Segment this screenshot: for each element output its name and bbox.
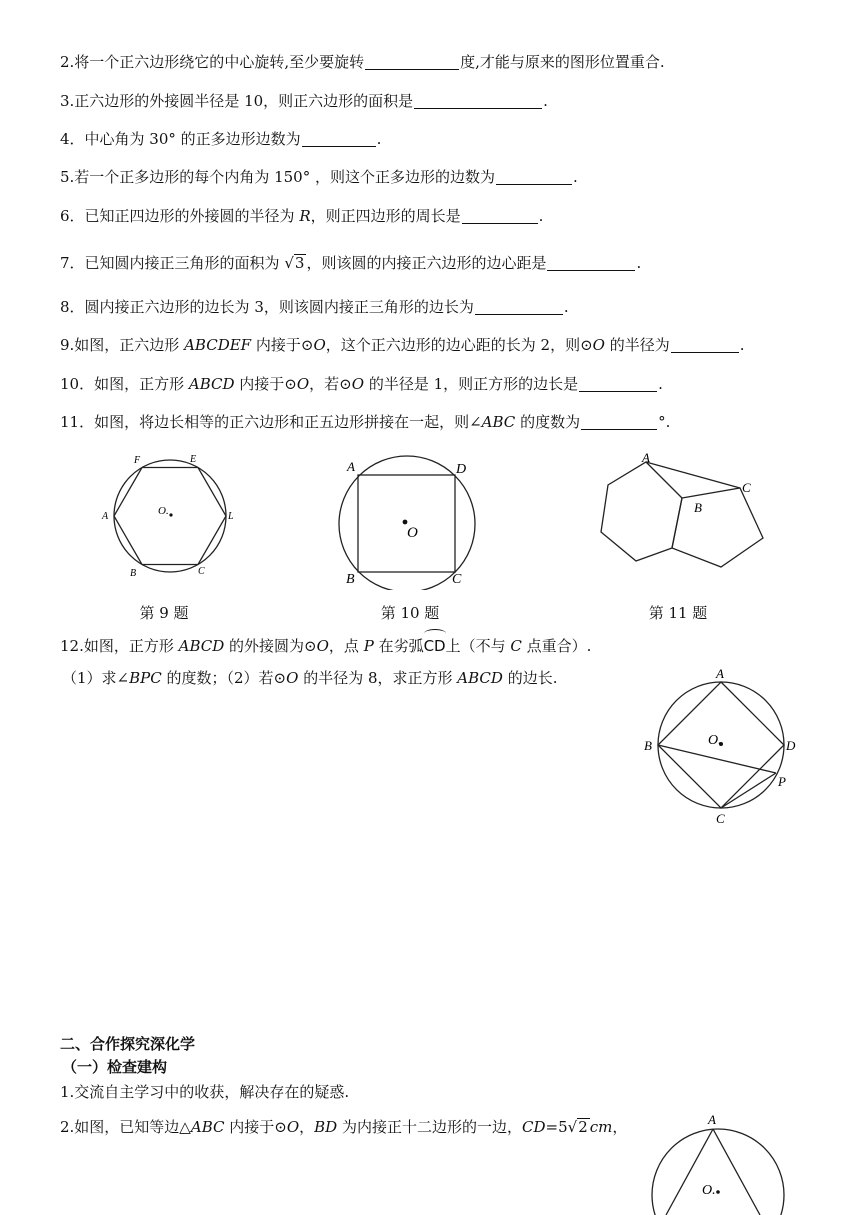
- q7-tail: .: [636, 254, 642, 272]
- q11-tail: °.: [658, 413, 671, 431]
- q4-tail: .: [376, 130, 382, 148]
- q12-sub-tail: 的边长.: [502, 669, 558, 687]
- q9-mid2: ，这个正六边形的边心距的长为 2，则⊙: [325, 336, 593, 354]
- label-o: O.: [158, 505, 169, 517]
- q11-var: ABC: [481, 413, 516, 431]
- question-10: [60, 373, 663, 395]
- item2-var-cd: CD: [522, 1118, 546, 1136]
- q4-text: 4．中心角为 30° 的正多边形边数为: [60, 130, 301, 148]
- center-dot: [403, 520, 408, 525]
- question-12: [60, 635, 591, 657]
- q10-var: ABCD: [188, 375, 235, 393]
- q3-tail: .: [543, 92, 548, 110]
- item2-mid3: 为内接正十二边形的一边，: [337, 1118, 522, 1136]
- q12-sub-mid2: 的半径为 8，求正方形: [298, 669, 458, 687]
- item2-o: O: [286, 1118, 300, 1136]
- q9-tail: .: [739, 336, 745, 354]
- q6-var: R: [299, 207, 311, 225]
- q12-tail: 点重合）.: [521, 637, 592, 655]
- label-b: B: [644, 738, 652, 753]
- answer-blank[interactable]: [581, 413, 657, 430]
- label-l: L: [228, 511, 234, 522]
- q11-mid: 的度数为: [515, 413, 581, 431]
- q12-mid2: ，点: [328, 637, 364, 655]
- q12-var: ABCD: [178, 637, 225, 655]
- question-5: [60, 166, 578, 188]
- item2-unit: cm: [589, 1118, 613, 1136]
- q7-text: 7．已知圆内接正三角形的面积为: [60, 254, 285, 272]
- label-d: D: [456, 462, 467, 477]
- q10-o2: O: [351, 375, 365, 393]
- label-e: E: [190, 454, 197, 465]
- label-a: A: [642, 450, 650, 465]
- question-12-sub: [62, 667, 557, 689]
- q12-text: 12.如图，正方形: [60, 637, 179, 655]
- q8-tail: .: [563, 298, 569, 316]
- figure-11-hexagon-pentagon: [590, 448, 770, 573]
- q12-p: P: [363, 637, 374, 655]
- q10-mid3: 的半径是 1，则正方形的边长是: [364, 375, 579, 393]
- item2-mid: 内接于⊙: [224, 1118, 287, 1136]
- label-o: O: [407, 525, 418, 541]
- figure-9-hexagon: [100, 450, 240, 580]
- q11-text: 11．如图，将边长相等的正六边形和正五边形拼接在一起，则∠: [60, 413, 482, 431]
- q12-sub-var: BPC: [129, 669, 162, 687]
- q9-var: ABCDEF: [184, 336, 252, 354]
- question-6: [60, 205, 543, 227]
- figure-10-square: [330, 455, 480, 590]
- answer-blank[interactable]: [462, 207, 538, 224]
- q10-o1: O: [296, 375, 310, 393]
- q8-text: 8．圆内接正六边形的边长为 3，则该圆内接正三角形的边长为: [60, 298, 474, 316]
- q6-text: 6．已知正四边形的外接圆的半径为: [60, 207, 300, 225]
- q3-text: 3.正六边形的外接圆半径是 10，则正六边形的面积是: [60, 92, 414, 110]
- item2-eq: =5: [545, 1118, 568, 1136]
- answer-blank[interactable]: [302, 130, 376, 147]
- label-o: O.: [708, 733, 722, 748]
- answer-blank[interactable]: [414, 92, 542, 109]
- segment-cp: [721, 773, 776, 808]
- section-item-1: 1.交流自主学习中的收获，解决存在的疑惑.: [60, 1083, 350, 1101]
- answer-blank[interactable]: [496, 168, 572, 185]
- question-8: [60, 296, 569, 318]
- section-subtitle: （一）检查建构: [62, 1058, 168, 1076]
- center-dot: [169, 513, 172, 516]
- q12-mid4: 上（不与: [445, 637, 511, 655]
- question-11: [60, 411, 670, 433]
- question-9: [60, 334, 745, 356]
- q2-text: 2.将一个正六边形绕它的中心旋转,至少要旋转: [60, 53, 365, 71]
- label-a: A: [347, 459, 355, 474]
- segment-ab: [666, 1129, 713, 1215]
- question-7: [60, 252, 641, 274]
- arc-mark: [424, 629, 446, 638]
- figure-12-square-circle: [640, 662, 812, 830]
- figure-item2-triangle: [640, 1110, 790, 1215]
- caption-fig10: 第 10 题: [380, 604, 440, 622]
- item2-var-abc: ABC: [190, 1118, 225, 1136]
- arc-cd: [424, 635, 446, 657]
- q10-mid: 内接于⊙: [234, 375, 297, 393]
- label-c: C: [716, 811, 725, 826]
- label-p: P: [778, 774, 786, 789]
- q7-mid: ，则该圆的内接正六边形的边心距是: [306, 254, 547, 272]
- q9-o2: O: [592, 336, 605, 354]
- q6-mid: ，则正四边形的周长是: [310, 207, 461, 225]
- q12-mid3: 在劣弧: [373, 637, 424, 655]
- label-c: C: [198, 566, 205, 577]
- label-c: C: [742, 480, 751, 495]
- answer-blank[interactable]: [475, 298, 563, 315]
- question-2: [60, 51, 665, 73]
- item2-mid2: ，: [299, 1118, 315, 1136]
- label-b: B: [694, 500, 702, 515]
- segment-ac: [713, 1129, 760, 1215]
- label-a: A: [102, 511, 109, 522]
- section-item-2: [60, 1116, 627, 1138]
- q6-tail: .: [538, 207, 544, 225]
- circle-o: [652, 1129, 784, 1215]
- q12-sub-text: （1）求∠: [62, 669, 130, 687]
- q5-text: 5.若一个正多边形的每个内角为 150° ，则这个正多边形的边数为: [60, 168, 495, 186]
- hexagon: [601, 462, 682, 561]
- sqrt-sign: √: [284, 254, 294, 272]
- q9-text: 9.如图，正六边形: [60, 336, 185, 354]
- q9-mid: 内接于⊙: [251, 336, 314, 354]
- caption-fig11: 第 11 题: [648, 604, 708, 622]
- section-title: 二、合作探究深化学: [60, 1035, 196, 1053]
- q12-sub-o: O: [286, 669, 299, 687]
- label-b: B: [346, 572, 355, 587]
- q2-tail: 度,才能与原来的图形位置重合.: [460, 53, 665, 71]
- answer-blank[interactable]: [579, 375, 657, 392]
- item2-var-bd: BD: [314, 1118, 338, 1136]
- label-b: B: [130, 568, 137, 579]
- q10-text: 10．如图，正方形: [60, 375, 189, 393]
- answer-blank[interactable]: [547, 254, 635, 271]
- q12-mid: 的外接圆为⊙: [224, 637, 317, 655]
- item2-text: 2.如图，已知等边△: [60, 1118, 191, 1136]
- q5-tail: .: [572, 168, 578, 186]
- answer-blank[interactable]: [671, 336, 739, 353]
- arc-label: CD: [423, 637, 446, 655]
- q12-sub-var2: ABCD: [457, 669, 503, 687]
- q10-tail: .: [658, 375, 663, 393]
- sqrt-radicand: 2: [578, 1118, 588, 1136]
- q9-mid3: 的半径为: [604, 336, 670, 354]
- segment-bp: [658, 745, 776, 773]
- answer-blank[interactable]: [365, 53, 459, 70]
- q9-o1: O: [313, 336, 326, 354]
- center-dot: [716, 1190, 720, 1194]
- question-4: [60, 128, 381, 150]
- label-d: D: [786, 738, 796, 753]
- caption-fig9: 第 9 题: [139, 604, 189, 622]
- label-a: A: [716, 666, 724, 681]
- label-c: C: [452, 572, 462, 587]
- item2-tail: ，: [612, 1118, 628, 1136]
- question-3: [60, 90, 548, 112]
- label-a: A: [708, 1112, 716, 1127]
- sqrt-sign: √: [567, 1118, 578, 1136]
- label-f: F: [134, 455, 141, 466]
- q12-o1: O: [316, 637, 329, 655]
- sqrt-radicand: 3: [294, 254, 305, 272]
- segment-ac: [646, 462, 740, 488]
- q10-mid2: ，若⊙: [309, 375, 352, 393]
- q12-c: C: [510, 637, 522, 655]
- pentagon: [672, 488, 763, 567]
- q12-sub-mid: 的度数；（2）若⊙: [161, 669, 287, 687]
- label-o: O.: [702, 1183, 716, 1198]
